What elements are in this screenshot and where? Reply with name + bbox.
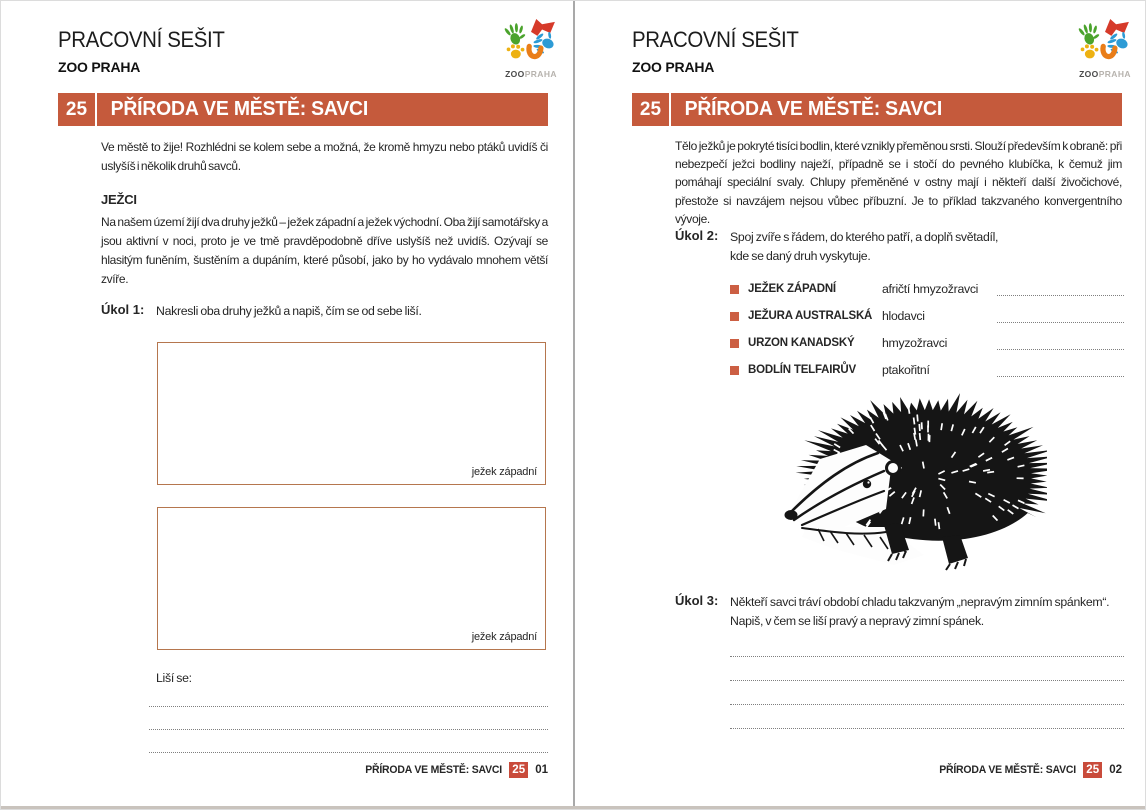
task3-text-line1: Někteří savci tráví období chladu takzvaným „nepravým zimním spánkem“. xyxy=(730,595,1110,609)
bullet-square-icon xyxy=(730,366,739,375)
footer-title: PŘÍRODA VE MĚSTĚ: SAVCI xyxy=(939,764,1077,776)
answer-line xyxy=(149,736,548,753)
section-heading: JEŽCI xyxy=(101,192,137,207)
zoo-praha-logo-text xyxy=(1074,69,1136,79)
continent-answer-line xyxy=(997,336,1124,350)
zoo-praha-logo xyxy=(500,17,562,79)
match-row xyxy=(730,334,1124,352)
order-name: hlodavci xyxy=(882,309,925,323)
logo-praha-label: PRAHA xyxy=(1098,69,1131,79)
chapter-title: PŘÍRODA VE MĚSTĚ: SAVCI xyxy=(110,98,369,120)
drawing-box-1-caption: ježek západní xyxy=(471,466,537,478)
page-right xyxy=(575,1,1146,810)
task2-text-line2: kde se daný druh vyskytuje. xyxy=(730,249,871,263)
order-name: hmyzožravci xyxy=(882,336,948,350)
animal-name: BODLÍN TELFAIRŮV xyxy=(748,364,856,376)
footer-title: PŘÍRODA VE MĚSTĚ: SAVCI xyxy=(365,764,503,776)
chapter-number: 25 xyxy=(58,93,97,126)
drawing-box-2 xyxy=(157,507,546,650)
zoo-praha-logo xyxy=(1074,17,1136,79)
page-title: PRACOVNÍ SEŠIT xyxy=(58,27,225,52)
continent-answer-line xyxy=(997,282,1124,296)
scan-bottom-edge xyxy=(1,806,1146,810)
bullet-square-icon xyxy=(730,339,739,348)
logo-zoo-label: ZOO xyxy=(505,69,525,79)
answer-line xyxy=(730,640,1124,657)
continent-answer-line xyxy=(997,363,1124,377)
chapter-title: PŘÍRODA VE MĚSTĚ: SAVCI xyxy=(684,98,943,120)
logo-praha-label: PRAHA xyxy=(524,69,557,79)
drawing-box-1 xyxy=(157,342,546,485)
answer-line xyxy=(149,713,548,730)
chapter-banner xyxy=(632,93,1122,126)
zoo-praha-logo-icon xyxy=(503,17,559,63)
differs-label: Liší se: xyxy=(156,671,192,685)
answer-lines-task3 xyxy=(730,640,1124,736)
chapter-number: 25 xyxy=(632,93,671,126)
page-title: PRACOVNÍ SEŠIT xyxy=(632,27,799,52)
intro-paragraph: Tělo ježků je pokryté tisíci bodlin, které vznikly přeměnou srsti. Slouží především k obraně: při nebezpečí ježci bodliny naježí, případně se i stočí do pevného klubíčka, k čemuž jim pomáhají speciální svaly. Chlupy přeměněné v ostny mají i někteří další živočichové, přestože si navzájem nejsou vůbec příbuzní. Je to příklad takzvaného konvergentního vývoje. xyxy=(675,139,1122,226)
footer-page-number: 02 xyxy=(1109,764,1122,776)
task3-label: Úkol 3: xyxy=(675,593,719,608)
bullet-square-icon xyxy=(730,285,739,294)
page-footer xyxy=(932,762,1122,778)
animal-name: URZON KANADSKÝ xyxy=(748,337,855,349)
bullet-square-icon xyxy=(730,312,739,321)
zoo-praha-logo-icon xyxy=(1077,17,1133,63)
section-paragraph: Na našem území žijí dva druhy ježků – ježek západní a ježek východní. Oba žijí samotářsky a jsou aktivní v noci, proto je ve tmě pravděpodobně dříve uslyšíš než uvidíš. Ozývají se hlasitým funěním, šustěním a dupáním, které působí, jako by ho vydávalo mnohem větší zvíře. xyxy=(101,215,548,286)
task1-text: Nakresli oba druhy ježků a napiš, čím se od sebe liší. xyxy=(156,304,422,318)
task1-label: Úkol 1: xyxy=(101,302,145,317)
task3-text-line2: Napiš, v čem se liší pravý a nepravý zimní spánek. xyxy=(730,614,984,628)
answer-lines-task1 xyxy=(149,690,548,759)
continent-answer-line xyxy=(997,309,1124,323)
drawing-box-2-caption: ježek západní xyxy=(471,631,537,643)
order-name: afričtí hmyzožravci xyxy=(882,282,979,296)
match-row xyxy=(730,307,1124,325)
intro-paragraph: Ve městě to žije! Rozhlédni se kolem sebe a možná, že kromě hmyzu nebo ptáků uvidíš či uslyšíš i několik druhů savců. xyxy=(101,140,548,173)
hedgehog-illustration xyxy=(772,389,1047,577)
hedgehog-drawing-icon xyxy=(772,389,1047,577)
footer-page-number: 01 xyxy=(535,764,548,776)
chapter-banner xyxy=(58,93,548,126)
task2-label: Úkol 2: xyxy=(675,228,719,243)
animal-name: JEŽEK ZÁPADNÍ xyxy=(748,283,836,295)
answer-line xyxy=(149,690,548,707)
zoo-praha-logo-text xyxy=(500,69,562,79)
answer-line xyxy=(730,688,1124,705)
footer-chapter-badge: 25 xyxy=(509,762,528,778)
match-row xyxy=(730,361,1124,379)
page-subtitle: ZOO PRAHA xyxy=(58,59,141,75)
footer-chapter-badge: 25 xyxy=(1083,762,1102,778)
page-footer xyxy=(358,762,548,778)
order-name: ptakořitní xyxy=(882,363,930,377)
answer-line xyxy=(730,712,1124,729)
animal-name: JEŽURA AUSTRALSKÁ xyxy=(748,310,873,322)
match-row xyxy=(730,280,1124,298)
answer-line xyxy=(730,664,1124,681)
page-subtitle: ZOO PRAHA xyxy=(632,59,715,75)
logo-zoo-label: ZOO xyxy=(1079,69,1099,79)
task2-text-line1: Spoj zvíře s řádem, do kterého patří, a doplň světadíl, xyxy=(730,230,999,244)
page-left xyxy=(1,1,574,810)
